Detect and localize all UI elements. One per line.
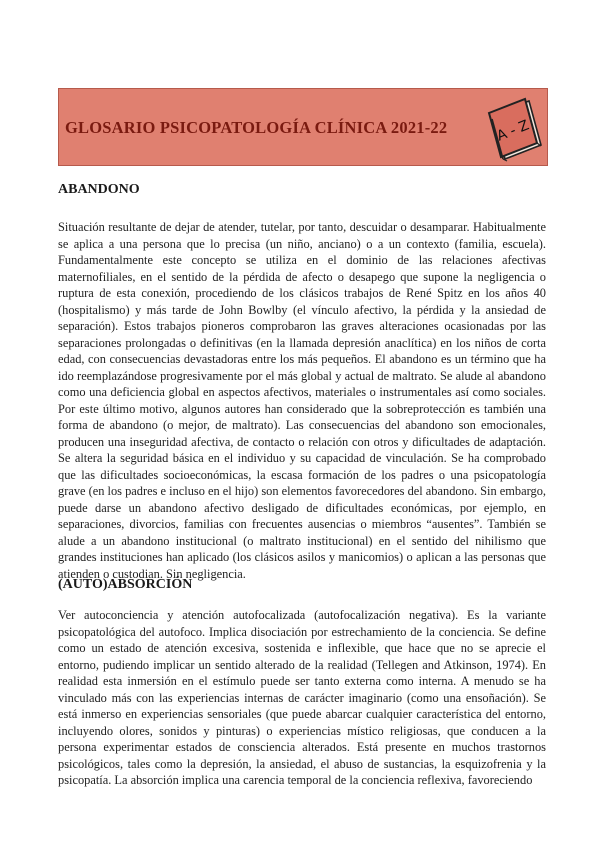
book-label: A - Z [494, 117, 532, 145]
section-body-abandono: Situación resultante de dejar de atender, tutelar, por tanto, descuidar o desamparar. Habitualmente se aplica a una persona que lo precisa (un niño, anciano) o a un contexto (familia, escuela). Fundamentalmente este concepto se utiliza en el dominio de las relaciones afectivas maternofiliales, en el sentido de la pérdida de afecto o desapego que supone la negligencia o ruptura de esta conexión, procediendo de los clásicos trabajos de René Spitz en los años 40 (hospitalismo) y más tarde de John Bowlby (el vínculo afectivo, la pérdida y la ansiedad de separación). Estos trabajos pioneros comprobaron las graves alteraciones ocasionadas por las separaciones prolongadas o definitivas (en la llamada depresión anaclítica) en los niños de corta edad, con consecuencias devastadoras entre los más pequeños. El abandono es un término que ha ido reemplazándose progresivamente por el más global y actual de maltrato. Se alude al abandono como una deficiencia global en aspectos afectivos, materiales o instrumentales así como sociales. Por este último motivo, algunos autores han considerado que la sobreprotección es también una forma de abandono (o mejor, de maltrato). Las consecuencias del abandono son emocionales, producen una inseguridad afectiva, de contacto o relación con otros y dificultades de adaptación. Se altera la seguridad básica en el individuo y su capacidad de vinculación. Se ha comprobado que las dificultades socioeconómicas, la escasa formación de los padres o una psicopatología grave (en los padres e incluso en el hijo) son elementos favorecedores del abandono. Sin embargo, puede darse un abandono afectivo desligado de dificultades económicas, por ejemplo, en separaciones, divorcios, familias con frecuentes ausencias o miembros “ausentes”. También se alude a un abandono institucional (o maltrato institucional) en el sentido del nihilismo que grandes instituciones han aplicado (los clásicos asilos y manicomios) o aplican a las personas que atienden o custodian. Sin negligencia. [58, 220, 547, 581]
section-heading-abandono: ABANDONO [58, 182, 140, 197]
document-title: GLOSARIO PSICOPATOLOGÍA CLÍNICA 2021-22 [65, 118, 448, 137]
section-body-autoabsorcion: Ver autoconciencia y atención autofocalizada (autofocalización negativa). Es la variante psicopatológica del autofoco. Implica disociación por estrechamiento de la conciencia. Se define como un estado de atención excesiva, sostenida e inflexible, que hace que no se aprecie el entorno, pudiendo implicar un sentido alterado de la realidad (Tellegen and Atkinson, 1974). En realidad esta inmersión en el estímulo puede ser tanto externa como interna. A menudo se ha vinculado más con las experiencias internas de carácter imaginario (como una ensoñación). Se está inmerso en experiencias sensoriales (que puede abarcar cualquier característica del entorno, incluyendo olores, sonidos y pinturas) o experiencias místico religiosas, que conducen a la persona experimentar estados de consciencia alterados. Está presente en muchos trastornos psicológicos, tales como la depresión, la ansiedad, el abuso de sustancias, la esquizofrenia y la psicopatía. La absorción implica una carencia temporal de la conciencia reflexiva, favoreciendo [58, 608, 546, 787]
section-heading-autoabsorcion: (AUTO)ABSORCIÓN [58, 577, 193, 592]
title-banner [58, 88, 548, 166]
book-icon [479, 93, 549, 165]
